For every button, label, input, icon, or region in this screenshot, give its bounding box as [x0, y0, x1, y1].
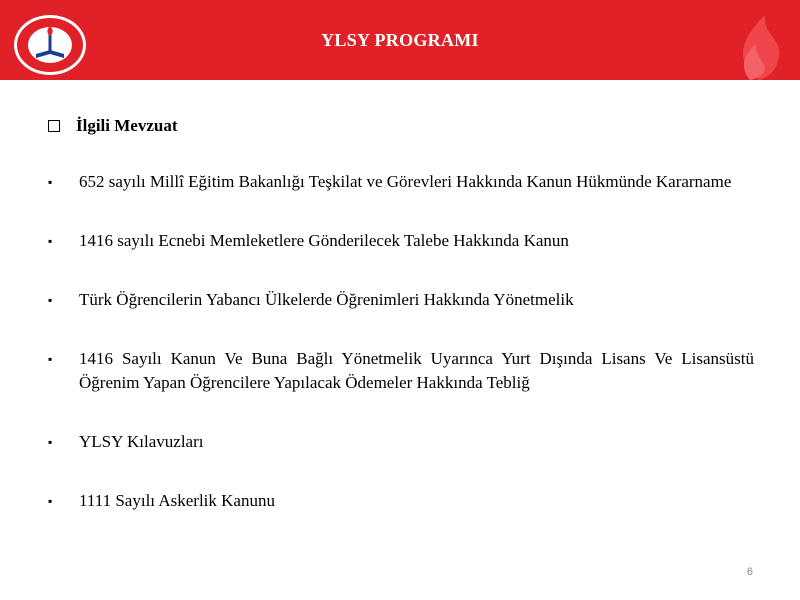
square-bullet-icon: ▪ — [48, 293, 53, 307]
list-item — [48, 170, 754, 194]
checkbox-bullet-icon — [48, 120, 60, 132]
square-bullet-icon: ▪ — [48, 494, 53, 508]
list-item-text: 1416 Sayılı Kanun Ve Buna Bağlı Yönetmelik Uyarınca Yurt Dışında Lisans Ve Lisansüstü Öğrenim Yapan Öğrencilere Yapılacak Ödemeler Hakkında Tebliğ — [79, 349, 754, 392]
slide-content — [48, 116, 754, 548]
slide-title: YLSY PROGRAMI — [321, 30, 479, 50]
list-item — [48, 489, 754, 513]
list-item — [48, 288, 754, 312]
list-item — [48, 347, 754, 395]
list-item-text: YLSY Kılavuzları — [79, 432, 204, 451]
square-bullet-icon: ▪ — [48, 352, 53, 366]
list-item-text: Türk Öğrencilerin Yabancı Ülkelerde Öğrenimleri Hakkında Yönetmelik — [79, 290, 574, 309]
page-number: 6 — [746, 566, 753, 578]
list-item — [48, 430, 754, 454]
section-heading — [48, 116, 754, 136]
square-bullet-icon: ▪ — [48, 435, 53, 449]
list-item-text: 1416 sayılı Ecnebi Memleketlere Gönderilecek Talebe Hakkında Kanun — [79, 231, 569, 250]
slide-header — [0, 0, 800, 80]
square-bullet-icon: ▪ — [48, 175, 53, 189]
list-item — [48, 229, 754, 253]
list-item-text: 1111 Sayılı Askerlik Kanunu — [79, 491, 275, 510]
section-heading-label: İlgili Mevzuat — [76, 116, 178, 135]
square-bullet-icon: ▪ — [48, 234, 53, 248]
list-item-text: 652 sayılı Millî Eğitim Bakanlığı Teşkilat ve Görevleri Hakkında Kanun Hükmünde Kararname — [79, 172, 732, 191]
